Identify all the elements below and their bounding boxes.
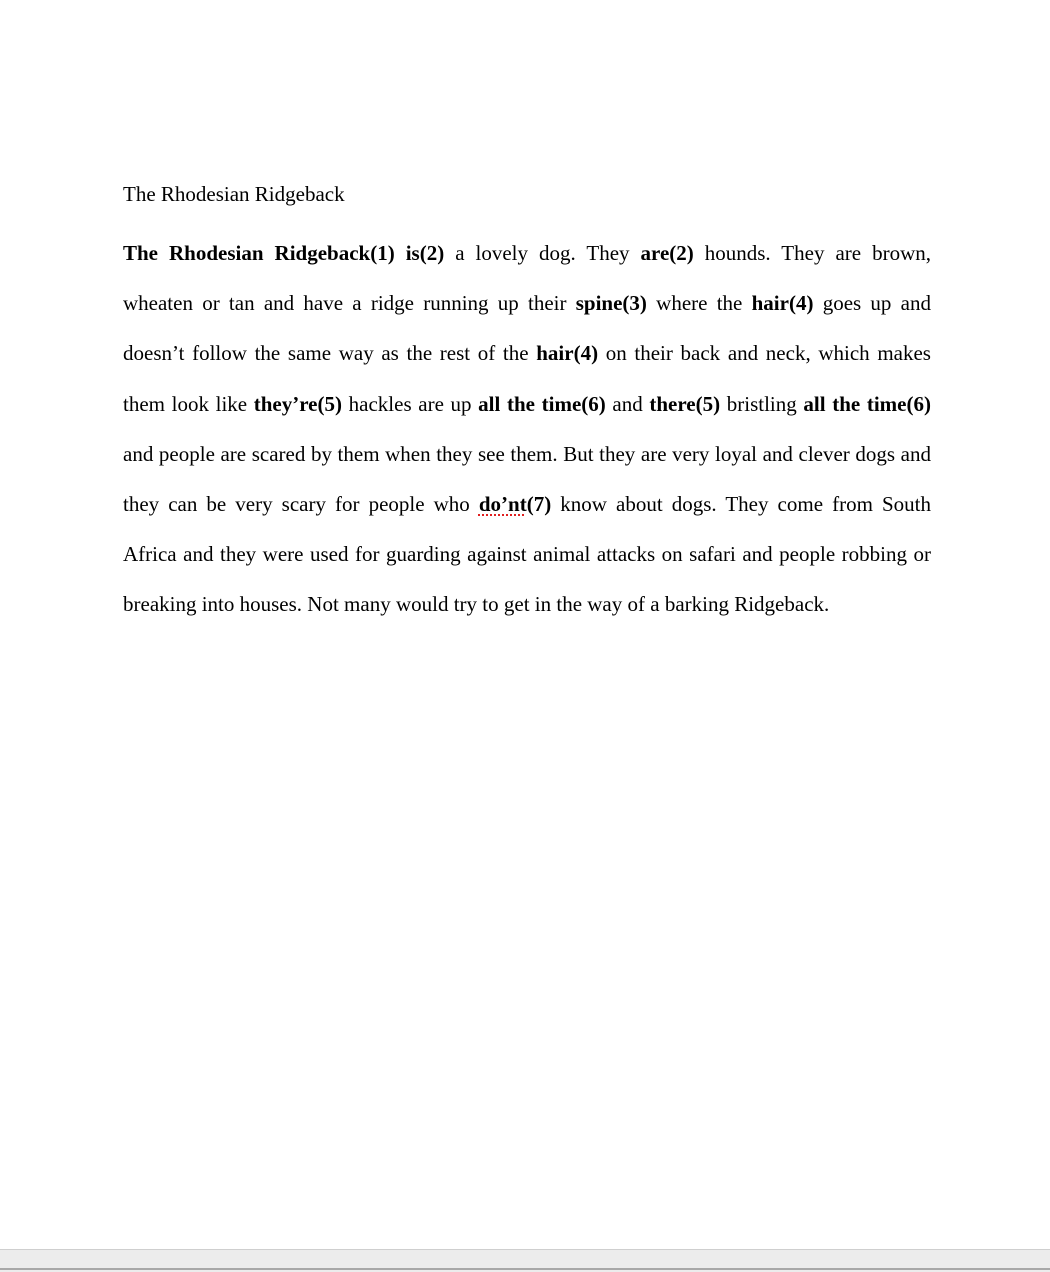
bold-run: (7): [526, 492, 552, 517]
text-run: bristling: [720, 391, 804, 416]
document-paragraph[interactable]: [123, 228, 931, 630]
bold-run: there(5): [649, 391, 721, 416]
text-run: and people are scared by them when they see them. But they are very loyal and clever dogs and they can be very scary for people who: [123, 441, 931, 517]
text-run: goes up and doesn’t follow the same way as the rest of the: [123, 291, 931, 366]
document-title: The Rhodesian Ridgeback: [123, 182, 345, 206]
text-run: [395, 241, 406, 265]
bold-run: The Rhodesian Ridgeback(1): [123, 241, 395, 265]
bold-run: hair(4): [536, 341, 599, 366]
text-run: a lovely dog. They: [444, 241, 641, 265]
bold-run: all the time(6): [478, 391, 606, 416]
bold-run: all the time(6): [803, 391, 931, 416]
text-run: hackles are up: [342, 391, 479, 416]
bold-run: hair(4): [751, 291, 814, 316]
misspelled-word[interactable]: do’nt: [478, 492, 527, 517]
scrollbar-track: [0, 1268, 1050, 1270]
text-run: know about dogs. They come from South Africa and they were used for guarding against animal attacks on safari and people robbing or breaking into houses. Not many would try to get in the way of a barking Ridgeback.: [123, 492, 931, 617]
text-run: and: [605, 391, 650, 416]
text-run: hounds. They are brown, wheaten or tan and have a ridge running up their: [123, 241, 931, 316]
bold-run: they’re(5): [253, 391, 342, 416]
text-run: where the: [646, 291, 752, 316]
bold-run: are(2): [640, 241, 694, 265]
text-run: on their back and neck, which makes them look like: [123, 341, 931, 416]
bold-run: is(2): [405, 241, 445, 265]
horizontal-scrollbar[interactable]: [0, 1249, 1050, 1272]
bold-run: spine(3): [575, 291, 647, 316]
